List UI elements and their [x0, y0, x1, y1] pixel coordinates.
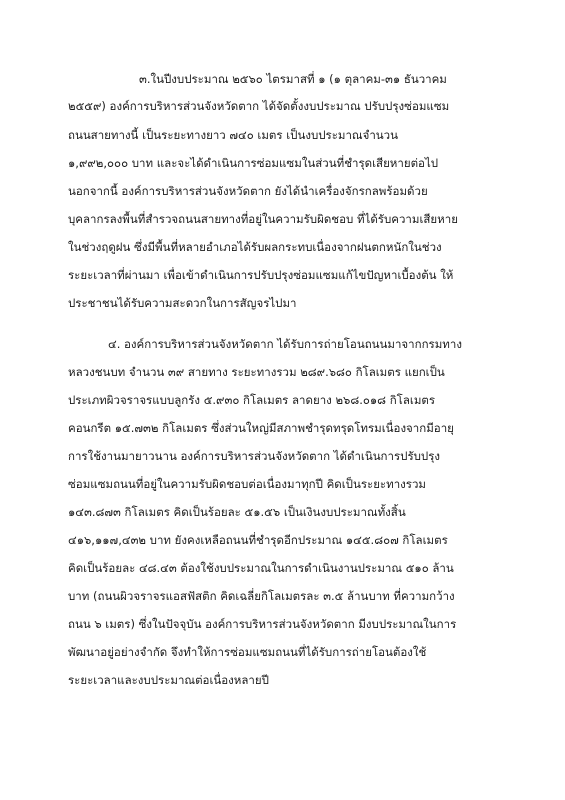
paragraph-4-line-7: ๑๔๓.๘๗๓ กิโลเมตร คิดเป็นร้อยละ ๕๑.๕๖ เป็นเงินงบประมาณทั้งสิ้น	[68, 505, 406, 519]
paragraph-3-line-3: ถนนสายทางนี้ เป็นระยะทางยาว ๗๔๐ เมตร เป็นงบประมาณจำนวน	[68, 128, 398, 142]
paragraph-3-line-9: ประชาชนได้รับความสะดวกในการสัญจรไปมา	[68, 296, 297, 310]
paragraph-3-line-8: ระยะเวลาที่ผ่านมา เพื่อเข้าดำเนินการปรับปรุงซ่อมแซมแก้ไขปัญหาเบื้องต้น ให้	[68, 268, 454, 282]
paragraph-4-line-4: คอนกรีต ๑๕.๗๓๒ กิโลเมตร ซึ่งส่วนใหญ่มีสภาพชำรุดทรุดโทรมเนื่องจากมีอายุ	[68, 421, 454, 435]
paragraph-4-line-6: ซ่อมแซมถนนที่อยู่ในความรับผิดชอบต่อเนื่องมาทุกปี คิดเป็นระยะทางรวม	[68, 477, 426, 491]
paragraph-4-line-12: พัฒนาอยู่อย่างจำกัด จึงทำให้การซ่อมแซมถนนที่ได้รับการถ่ายโอนต้องใช้	[68, 645, 427, 659]
paragraph-4-line-2: หลวงชนบท จำนวน ๓๙ สายทาง ระยะทางรวม ๒๘๙.๖๘๐ กิโลเมตร แยกเป็น	[68, 365, 445, 379]
paragraph-4-line-3: ประเภทผิวจราจรแบบลูกรัง ๕.๙๓๐ กิโลเมตร ลาดยาง ๒๖๘.๐๑๘ กิโลเมตร	[68, 393, 436, 407]
paragraph-4-line-11: ถนน ๖ เมตร) ซึ่งในปัจจุบัน องค์การบริหารส่วนจังหวัดตาก มีงบประมาณในการ	[68, 617, 457, 631]
paragraph-4-line-13: ระยะเวลาและงบประมาณต่อเนื่องหลายปี	[68, 673, 269, 687]
paragraph-4-line-9: คิดเป็นร้อยละ ๔๘.๔๓ ต้องใช้งบประมาณในการดำเนินงานประมาณ ๕๑๐ ล้าน	[68, 561, 454, 575]
paragraph-3-line-6: บุคลากรลงพื้นที่สำรวจถนนสายทางที่อยู่ในความรับผิดชอบ ที่ได้รับความเสียหาย	[68, 212, 458, 226]
paragraph-3-line-4: ๑,๙๙๒,๐๐๐ บาท และจะได้ดำเนินการซ่อมแซมในส่วนที่ชำรุดเสียหายต่อไป	[68, 156, 439, 170]
paragraph-4-line-8: ๔๑๖,๑๑๗,๔๓๒ บาท ยังคงเหลือถนนที่ชำรุดอีกประมาณ ๑๔๕.๘๐๗ กิโลเมตร	[68, 533, 448, 547]
paragraph-3-line-5: นอกจากนี้ องค์การบริหารส่วนจังหวัดตาก ยังได้นำเครื่องจักรกลพร้อมด้วย	[68, 184, 428, 198]
paragraph-3-line-7: ในช่วงฤดูฝน ซึ่งมีพื้นที่หลายอำเภอได้รับผลกระทบเนื่องจากฝนตกหนักในช่วง	[68, 240, 442, 254]
paragraph-4-line-10: บาท (ถนนผิวจราจรแอสฟัสติก คิดเฉลี่ยกิโลเมตรละ ๓.๕ ล้านบาท ที่ความกว้าง	[68, 589, 455, 603]
paragraph-4-line-1: ๔. องค์การบริหารส่วนจังหวัดตาก ได้รับการถ่ายโอนถนนมาจากกรมทาง	[108, 337, 462, 351]
paragraph-3-line-1: ๓.ในปีงบประมาณ ๒๕๖๐ ไตรมาสที่ ๑ (๑ ตุลาคม-๓๑ ธันวาคม	[139, 72, 447, 86]
paragraph-4-line-5: การใช้งานมายาวนาน องค์การบริหารส่วนจังหวัดตาก ได้ดำเนินการปรับปรุง	[68, 449, 441, 463]
paragraph-3-line-2: ๒๕๕๙) องค์การบริหารส่วนจังหวัดตาก ได้จัดตั้งงบประมาณ ปรับปรุงซ่อมแซม	[68, 99, 450, 113]
